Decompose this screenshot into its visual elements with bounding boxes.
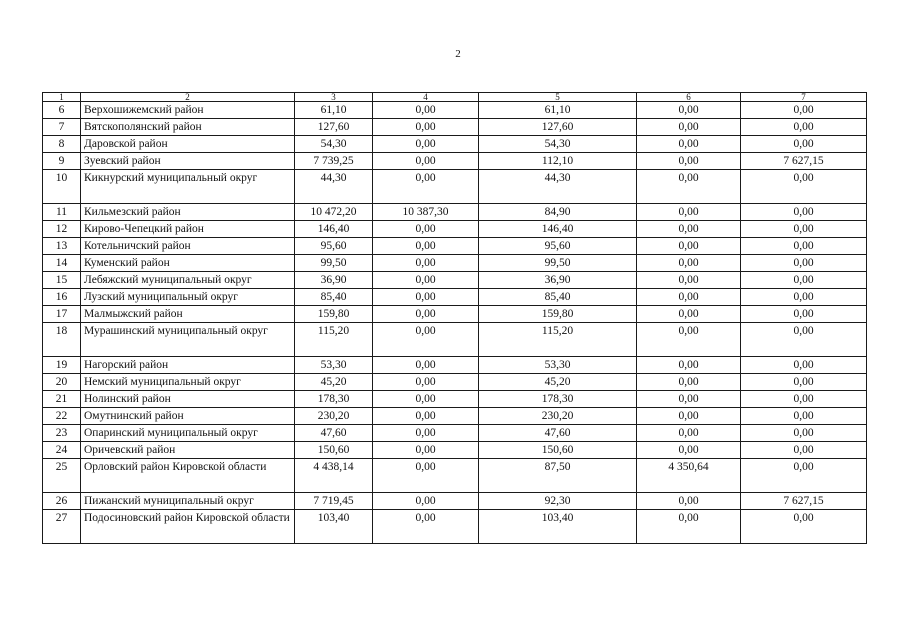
value-col-6: 0,00: [637, 119, 741, 136]
table-row: [43, 204, 867, 221]
value-col-3: 230,20: [295, 408, 373, 425]
value-col-3: 61,10: [295, 102, 373, 119]
value-col-6: 0,00: [637, 170, 741, 204]
table-row: [43, 510, 867, 544]
value-col-5: 115,20: [479, 323, 637, 357]
district-name: Малмыжский район: [81, 306, 295, 323]
table-row: [43, 374, 867, 391]
value-col-5: 112,10: [479, 153, 637, 170]
row-number: 25: [43, 459, 81, 493]
table-header-row: [43, 93, 867, 102]
value-col-4: 0,00: [373, 102, 479, 119]
row-number: 24: [43, 442, 81, 459]
value-col-4: 0,00: [373, 510, 479, 544]
district-name: Зуевский район: [81, 153, 295, 170]
value-col-3: 7 739,25: [295, 153, 373, 170]
value-col-5: 53,30: [479, 357, 637, 374]
district-name: Пижанский муниципальный округ: [81, 493, 295, 510]
table-row: [43, 323, 867, 357]
value-col-6: 0,00: [637, 357, 741, 374]
value-col-5: 47,60: [479, 425, 637, 442]
value-col-3: 146,40: [295, 221, 373, 238]
value-col-4: 0,00: [373, 323, 479, 357]
value-col-5: 99,50: [479, 255, 637, 272]
value-col-3: 103,40: [295, 510, 373, 544]
value-col-3: 159,80: [295, 306, 373, 323]
table-row: [43, 459, 867, 493]
value-col-6: 0,00: [637, 391, 741, 408]
district-name: Омутнинский район: [81, 408, 295, 425]
value-col-7: 0,00: [741, 306, 867, 323]
table-row: [43, 493, 867, 510]
row-number: 13: [43, 238, 81, 255]
value-col-7: 0,00: [741, 442, 867, 459]
row-number: 7: [43, 119, 81, 136]
value-col-5: 92,30: [479, 493, 637, 510]
value-col-5: 127,60: [479, 119, 637, 136]
value-col-6: 0,00: [637, 289, 741, 306]
value-col-5: 150,60: [479, 442, 637, 459]
value-col-7: 0,00: [741, 391, 867, 408]
value-col-3: 95,60: [295, 238, 373, 255]
value-col-6: 4 350,64: [637, 459, 741, 493]
value-col-3: 44,30: [295, 170, 373, 204]
row-number: 27: [43, 510, 81, 544]
value-col-3: 115,20: [295, 323, 373, 357]
value-col-6: 0,00: [637, 102, 741, 119]
value-col-6: 0,00: [637, 374, 741, 391]
row-number: 12: [43, 221, 81, 238]
value-col-4: 0,00: [373, 493, 479, 510]
value-col-3: 178,30: [295, 391, 373, 408]
district-name: Орловский район Кировской области: [81, 459, 295, 493]
district-name: Кикнурский муниципальный округ: [81, 170, 295, 204]
district-name: Даровской район: [81, 136, 295, 153]
value-col-5: 45,20: [479, 374, 637, 391]
district-name: Кильмезский район: [81, 204, 295, 221]
value-col-6: 0,00: [637, 204, 741, 221]
table-row: [43, 357, 867, 374]
page-number: 2: [455, 48, 461, 60]
column-header: 2: [81, 93, 295, 102]
value-col-4: 0,00: [373, 306, 479, 323]
column-header: 7: [741, 93, 867, 102]
table-row: [43, 408, 867, 425]
value-col-4: 0,00: [373, 442, 479, 459]
district-name: Оричевский район: [81, 442, 295, 459]
value-col-3: 54,30: [295, 136, 373, 153]
value-col-7: 0,00: [741, 119, 867, 136]
value-col-7: 0,00: [741, 323, 867, 357]
row-number: 9: [43, 153, 81, 170]
row-number: 17: [43, 306, 81, 323]
value-col-5: 36,90: [479, 272, 637, 289]
value-col-3: 127,60: [295, 119, 373, 136]
district-name: Нолинский район: [81, 391, 295, 408]
row-number: 16: [43, 289, 81, 306]
column-header: 1: [43, 93, 81, 102]
table-row: [43, 442, 867, 459]
value-col-6: 0,00: [637, 272, 741, 289]
row-number: 14: [43, 255, 81, 272]
value-col-5: 87,50: [479, 459, 637, 493]
row-number: 10: [43, 170, 81, 204]
value-col-3: 4 438,14: [295, 459, 373, 493]
row-number: 8: [43, 136, 81, 153]
value-col-6: 0,00: [637, 323, 741, 357]
row-number: 19: [43, 357, 81, 374]
value-col-7: 0,00: [741, 374, 867, 391]
value-col-4: 0,00: [373, 391, 479, 408]
table-row: [43, 425, 867, 442]
row-number: 21: [43, 391, 81, 408]
value-col-6: 0,00: [637, 510, 741, 544]
row-number: 15: [43, 272, 81, 289]
value-col-3: 85,40: [295, 289, 373, 306]
value-col-7: 0,00: [741, 204, 867, 221]
value-col-5: 54,30: [479, 136, 637, 153]
value-col-5: 146,40: [479, 221, 637, 238]
value-col-7: 0,00: [741, 255, 867, 272]
value-col-7: 0,00: [741, 510, 867, 544]
value-col-7: 0,00: [741, 459, 867, 493]
value-col-6: 0,00: [637, 442, 741, 459]
value-col-3: 150,60: [295, 442, 373, 459]
value-col-4: 0,00: [373, 425, 479, 442]
table-row: [43, 255, 867, 272]
table-row: [43, 153, 867, 170]
table-row: [43, 272, 867, 289]
value-col-5: 178,30: [479, 391, 637, 408]
value-col-7: 7 627,15: [741, 153, 867, 170]
value-col-5: 95,60: [479, 238, 637, 255]
district-name: Кирово-Чепецкий район: [81, 221, 295, 238]
district-name: Мурашинский муниципальный округ: [81, 323, 295, 357]
value-col-7: 0,00: [741, 170, 867, 204]
value-col-5: 103,40: [479, 510, 637, 544]
district-name: Куменский район: [81, 255, 295, 272]
row-number: 6: [43, 102, 81, 119]
value-col-3: 53,30: [295, 357, 373, 374]
row-number: 11: [43, 204, 81, 221]
table-row: [43, 238, 867, 255]
value-col-6: 0,00: [637, 221, 741, 238]
value-col-7: 0,00: [741, 102, 867, 119]
value-col-4: 0,00: [373, 289, 479, 306]
district-name: Немский муниципальный округ: [81, 374, 295, 391]
value-col-6: 0,00: [637, 153, 741, 170]
value-col-6: 0,00: [637, 136, 741, 153]
value-col-5: 159,80: [479, 306, 637, 323]
value-col-4: 0,00: [373, 459, 479, 493]
value-col-6: 0,00: [637, 238, 741, 255]
value-col-5: 84,90: [479, 204, 637, 221]
table-row: [43, 102, 867, 119]
value-col-4: 0,00: [373, 357, 479, 374]
row-number: 20: [43, 374, 81, 391]
district-name: Котельничский район: [81, 238, 295, 255]
value-col-4: 0,00: [373, 136, 479, 153]
table-row: [43, 289, 867, 306]
data-table: [42, 92, 867, 544]
row-number: 26: [43, 493, 81, 510]
value-col-4: 0,00: [373, 153, 479, 170]
value-col-3: 45,20: [295, 374, 373, 391]
value-col-4: 0,00: [373, 408, 479, 425]
value-col-5: 61,10: [479, 102, 637, 119]
district-name: Опаринский муниципальный округ: [81, 425, 295, 442]
value-col-6: 0,00: [637, 255, 741, 272]
table-row: [43, 306, 867, 323]
district-name: Верхошижемский район: [81, 102, 295, 119]
value-col-7: 0,00: [741, 238, 867, 255]
table-row: [43, 136, 867, 153]
value-col-3: 36,90: [295, 272, 373, 289]
value-col-6: 0,00: [637, 425, 741, 442]
column-header: 3: [295, 93, 373, 102]
value-col-4: 0,00: [373, 221, 479, 238]
value-col-4: 0,00: [373, 255, 479, 272]
column-header: 6: [637, 93, 741, 102]
row-number: 23: [43, 425, 81, 442]
value-col-7: 0,00: [741, 221, 867, 238]
value-col-3: 99,50: [295, 255, 373, 272]
table-row: [43, 119, 867, 136]
column-header: 4: [373, 93, 479, 102]
value-col-4: 10 387,30: [373, 204, 479, 221]
table-row: [43, 221, 867, 238]
value-col-3: 7 719,45: [295, 493, 373, 510]
table-body: [43, 102, 867, 544]
value-col-5: 44,30: [479, 170, 637, 204]
district-name: Лебяжский муниципальный округ: [81, 272, 295, 289]
value-col-4: 0,00: [373, 272, 479, 289]
value-col-4: 0,00: [373, 238, 479, 255]
value-col-7: 0,00: [741, 136, 867, 153]
value-col-5: 85,40: [479, 289, 637, 306]
value-col-4: 0,00: [373, 119, 479, 136]
value-col-6: 0,00: [637, 306, 741, 323]
value-col-4: 0,00: [373, 170, 479, 204]
value-col-5: 230,20: [479, 408, 637, 425]
value-col-6: 0,00: [637, 408, 741, 425]
value-col-7: 0,00: [741, 425, 867, 442]
district-name: Лузский муниципальный округ: [81, 289, 295, 306]
district-name: Подосиновский район Кировской области: [81, 510, 295, 544]
value-col-7: 0,00: [741, 289, 867, 306]
table-row: [43, 170, 867, 204]
value-col-3: 10 472,20: [295, 204, 373, 221]
value-col-6: 0,00: [637, 493, 741, 510]
district-name: Вятскополянский район: [81, 119, 295, 136]
value-col-7: 0,00: [741, 408, 867, 425]
value-col-4: 0,00: [373, 374, 479, 391]
value-col-3: 47,60: [295, 425, 373, 442]
row-number: 22: [43, 408, 81, 425]
column-header: 5: [479, 93, 637, 102]
value-col-7: 0,00: [741, 357, 867, 374]
value-col-7: 7 627,15: [741, 493, 867, 510]
table-row: [43, 391, 867, 408]
row-number: 18: [43, 323, 81, 357]
district-name: Нагорский район: [81, 357, 295, 374]
value-col-7: 0,00: [741, 272, 867, 289]
